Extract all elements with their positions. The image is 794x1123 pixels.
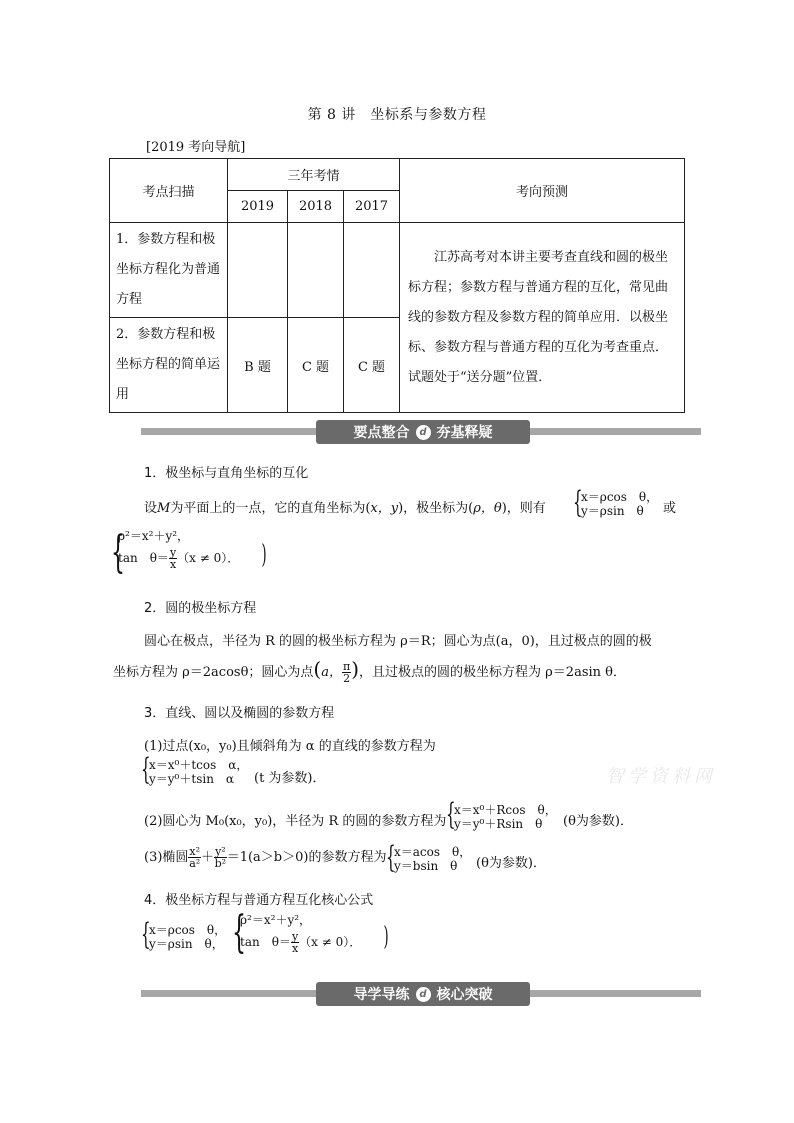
math-var: M bbox=[157, 501, 171, 516]
text: 设 bbox=[144, 501, 158, 516]
section-1-heading: 1．极坐标与直角坐标的互化 bbox=[144, 466, 309, 481]
denominator: a² bbox=[189, 857, 201, 870]
text: 坐标方程为 ρ＝2acosθ；圆心为点 bbox=[113, 665, 314, 680]
left-brace-icon: { bbox=[446, 797, 456, 832]
year-cell: 2019 bbox=[228, 191, 288, 223]
exam-guide-table bbox=[109, 158, 685, 413]
left-brace-icon: { bbox=[573, 485, 583, 520]
banner-right-text: 核心突破 bbox=[436, 987, 493, 1003]
equation-line: y＝ρsin θ bbox=[581, 504, 644, 518]
equation-line: x＝ρcos θ， bbox=[581, 490, 659, 504]
header-years: 三年考情 bbox=[228, 159, 400, 191]
equation-line: y＝y⁰＋tsin α bbox=[149, 772, 235, 786]
exam-cell: C 题 bbox=[344, 318, 400, 413]
right-paren-icon: ) bbox=[261, 540, 267, 570]
math-var: a， bbox=[321, 665, 342, 680]
banner-right-text: 夯基释疑 bbox=[436, 425, 493, 441]
banner-left-text: 导学导练 bbox=[353, 987, 410, 1003]
fraction bbox=[214, 846, 227, 869]
equation-system bbox=[118, 529, 239, 570]
section-3-item-2: (2)圆心为 M₀(x₀，y₀)，半径为 R 的圆的参数方程为 bbox=[144, 814, 447, 829]
section-4-heading: 4．极坐标方程与普通方程互化核心公式 bbox=[144, 893, 374, 908]
denominator: 2 bbox=[343, 672, 351, 685]
or-text: 或 bbox=[663, 501, 677, 516]
left-brace-icon: { bbox=[386, 840, 396, 875]
denominator: b² bbox=[214, 857, 227, 870]
section-3-heading: 3．直线、圆以及椭圆的参数方程 bbox=[144, 706, 335, 721]
text: tan θ＝ bbox=[118, 551, 169, 565]
point-cell: 1．参数方程和极坐标方程化为普通方程 bbox=[110, 223, 228, 318]
text: ，且过极点的圆的极坐标方程为 ρ＝2asin θ． bbox=[359, 665, 626, 680]
section-3-item-3 bbox=[144, 845, 386, 871]
equation-line: x＝ρcos θ， bbox=[149, 923, 227, 937]
text: （x ≠ 0）． bbox=[299, 935, 362, 949]
fraction bbox=[169, 547, 177, 570]
numerator: π bbox=[342, 660, 351, 673]
text: （x ≠ 0）． bbox=[177, 551, 240, 565]
numerator: y² bbox=[215, 845, 226, 858]
fraction bbox=[291, 931, 299, 954]
math-var: x，y bbox=[370, 501, 399, 516]
exam-cell bbox=[288, 223, 344, 318]
banner-pill bbox=[316, 982, 530, 1006]
math-var: ρ，θ bbox=[473, 501, 502, 516]
fraction bbox=[342, 661, 351, 684]
banner-left-text: 要点整合 bbox=[353, 425, 410, 441]
guide-label: [2019 考向导航] bbox=[146, 140, 246, 155]
section-2-line-1: 圆心在极点，半径为 R 的圆的极坐标方程为 ρ＝R；圆心为点(a，0)，且过极点的圆的极 bbox=[144, 634, 652, 649]
text: ＋ bbox=[201, 850, 215, 865]
banner-mark-icon: d bbox=[416, 987, 431, 1002]
text: (3)椭圆 bbox=[144, 850, 189, 865]
equation-system bbox=[454, 803, 557, 831]
equation-line: ρ²＝x²＋y²， bbox=[118, 529, 190, 543]
param-note: (θ为参数)． bbox=[563, 814, 633, 829]
page-title: 第 8 讲 坐标系与参数方程 bbox=[307, 107, 487, 123]
exam-cell: C 题 bbox=[288, 318, 344, 413]
equation-system bbox=[581, 490, 658, 518]
param-note: (t 为参数)． bbox=[254, 771, 326, 786]
text: )，则有 bbox=[501, 501, 546, 516]
exam-cell bbox=[228, 223, 288, 318]
equation-line bbox=[240, 931, 361, 954]
forecast-text: 江苏高考对本讲主要考查直线和圆的极坐标方程；参数方程与普通方程的互化，常见曲线的参数方程及参数方程的简单应用．以极坐标、参数方程与普通方程的互化为考查重点．试题处于“送分题”位置． bbox=[408, 249, 669, 385]
text: )，极坐标为( bbox=[398, 501, 474, 516]
left-brace-icon: { bbox=[141, 752, 151, 787]
equation-system bbox=[240, 913, 361, 954]
left-brace-icon: { bbox=[232, 907, 246, 958]
equation-line: y＝ρsin θ， bbox=[149, 937, 224, 951]
year-cell: 2018 bbox=[288, 191, 344, 223]
left-brace-icon: { bbox=[111, 527, 125, 578]
header-points: 考点扫描 bbox=[110, 159, 228, 223]
numerator: y bbox=[291, 930, 299, 943]
numerator: y bbox=[169, 546, 177, 559]
banner-pill bbox=[316, 420, 530, 444]
section-banner-core bbox=[141, 982, 701, 1006]
section-2-line-2 bbox=[113, 656, 626, 686]
equation-line: x＝x⁰＋tcos α， bbox=[149, 758, 249, 772]
watermark-text: 智学资料网 bbox=[606, 766, 716, 787]
left-brace-icon: { bbox=[141, 917, 151, 952]
text: ＝1(a＞b＞0)的参数方程为 bbox=[226, 850, 387, 865]
numerator: x² bbox=[189, 845, 201, 858]
header-forecast: 考向预测 bbox=[400, 159, 685, 223]
equation-system bbox=[394, 845, 471, 873]
left-paren-icon: ( bbox=[313, 657, 322, 681]
text: tan θ＝ bbox=[240, 935, 291, 949]
equation-line bbox=[118, 547, 239, 570]
section-3-item-1: (1)过点(x₀，y₀)且倾斜角为 α 的直线的参数方程为 bbox=[144, 739, 436, 754]
equation-line: y＝bsin θ bbox=[394, 859, 458, 873]
year-cell: 2017 bbox=[344, 191, 400, 223]
right-paren-icon: ) bbox=[383, 922, 389, 952]
section-2-heading: 2．圆的极坐标方程 bbox=[144, 601, 257, 616]
section-banner-key-points bbox=[141, 420, 701, 444]
section-1-line bbox=[144, 497, 546, 516]
param-note: (θ为参数)． bbox=[476, 856, 546, 871]
exam-cell bbox=[344, 223, 400, 318]
equation-line: x＝acos θ， bbox=[394, 845, 472, 859]
text: 为平面上的一点，它的直角坐标为( bbox=[170, 501, 371, 516]
denominator: x bbox=[291, 942, 299, 955]
exam-cell: B 题 bbox=[228, 318, 288, 413]
point-cell: 2．参数方程和极坐标方程的简单运用 bbox=[110, 318, 228, 413]
fraction bbox=[188, 846, 201, 869]
forecast-cell bbox=[400, 223, 685, 413]
equation-line: ρ²＝x²＋y²， bbox=[240, 913, 312, 927]
right-paren-icon: ) bbox=[351, 657, 360, 681]
denominator: x bbox=[169, 558, 177, 571]
equation-system bbox=[149, 758, 248, 786]
banner-mark-icon: d bbox=[416, 425, 431, 440]
equation-line: x＝x⁰＋Rcos θ， bbox=[454, 803, 557, 817]
equation-system bbox=[149, 923, 226, 951]
equation-line: y＝y⁰＋Rsin θ bbox=[454, 817, 543, 831]
